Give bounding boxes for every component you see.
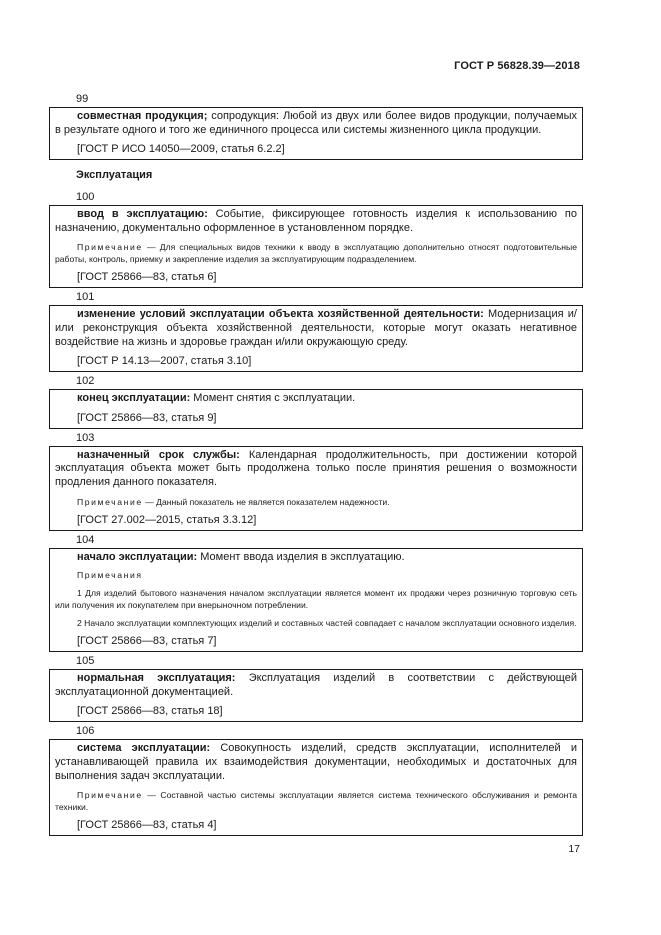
definition-text: сопродукция: Любой из двух или более видов продукции, получаемых в результате одного и того же единичного процесса или системы жизненного цикла продукции. — [55, 110, 577, 136]
entry-number: 103 — [76, 431, 95, 444]
definition-text: Эксплуатация изделий в соответствии с действующей эксплуатационной документацией. — [55, 672, 577, 698]
source-reference: [ГОСТ Р 14.13—2007, статья 3.10] — [77, 355, 252, 368]
term: назначенный срок службы: — [77, 448, 240, 461]
definition — [55, 110, 577, 137]
note-text: — Для специальных видов техники к вводу в эксплуатацию дополнительно относят подготовительные работы, контроль, приемку и закрепление изделия за эксплуатирующим подразделением. — [55, 242, 577, 265]
definition-text: Момент ввода изделия в эксплуатацию. — [197, 550, 405, 563]
definition — [55, 742, 577, 783]
term-entry — [49, 107, 583, 160]
note: 1 Для изделий бытового назначения началом эксплуатации является момент их продажи через розничную торговую сеть или получения их покупателем при внерыночном потреблении. — [55, 588, 577, 611]
definition — [55, 208, 577, 235]
source-reference: [ГОСТ 25866—83, статья 4] — [77, 819, 217, 832]
entry-number: 100 — [76, 191, 95, 204]
entry-number: 106 — [76, 725, 95, 738]
term: совместная продукция; — [77, 110, 208, 122]
note — [55, 789, 577, 813]
page-number: 17 — [568, 843, 580, 855]
entry-number: 102 — [76, 375, 95, 388]
term: изменение условий эксплуатации объекта хозяйственной деятельности: — [77, 308, 484, 321]
term: ввод в эксплуатацию: — [77, 208, 208, 221]
definition-text: Модернизация и/или реконструкция объекта хозяйственной деятельности, которые могут оказать негативное воздействие на жизнь и здоровье граждан и/или окружающую среду. — [55, 308, 577, 348]
note-label: Примечание — [77, 790, 143, 801]
term-entry — [49, 446, 583, 531]
definition-text: Совокупность изделий, средств эксплуатации, исполнителей и устанавливающей правила их взаимодействия документации, необходимых и достаточных для выполнения задач эксплуатации. — [55, 742, 577, 782]
term: начало эксплуатации: — [77, 550, 198, 563]
notes-title: Примечания — [77, 570, 143, 581]
source-reference: [ГОСТ 25866—83, статья 6] — [77, 271, 217, 284]
term-entry — [49, 305, 583, 372]
definition — [55, 551, 577, 565]
note-text: — Составной частью системы эксплуатации является система технического обслуживания и ремонта техники. — [55, 790, 577, 813]
source-reference: [ГОСТ Р ИСО 14050—2009, статья 6.2.2] — [77, 143, 285, 156]
document-header: ГОСТ Р 56828.39—2018 — [454, 60, 580, 72]
definition — [55, 449, 577, 490]
definition — [55, 392, 577, 406]
note — [55, 496, 577, 508]
note-text: — Данный показатель не является показателем надежности. — [142, 496, 390, 507]
term-entry — [49, 205, 583, 288]
section-title: Эксплуатация — [76, 169, 153, 182]
definition-text: Момент снятия с эксплуатации. — [190, 392, 356, 405]
source-reference: [ГОСТ 25866—83, статья 9] — [77, 411, 217, 424]
term-entry — [49, 739, 583, 836]
note-label: Примечание — [77, 242, 143, 253]
term: нормальная эксплуатация: — [77, 672, 236, 685]
entry-number: 99 — [76, 93, 89, 105]
source-reference: [ГОСТ 27.002—2015, статья 3.3.12] — [77, 513, 257, 526]
term: конец эксплуатации: — [77, 392, 191, 405]
source-reference: [ГОСТ 25866—83, статья 18] — [77, 705, 223, 718]
definition-text: Событие, фиксирующее готовность изделия к использованию по назначению, документально оформленное в установленном порядке. — [55, 208, 577, 234]
entry-number: 101 — [76, 291, 95, 304]
terms-list — [49, 91, 583, 837]
term-entry — [49, 389, 583, 429]
definition — [55, 672, 577, 699]
term-entry — [49, 548, 583, 653]
note: 2 Начало эксплуатации комплектующих изделий и составных частей совпадает с началом эксплуатации основного изделия. — [77, 618, 577, 629]
term-entry — [49, 669, 583, 722]
note-label: Примечание — [77, 496, 143, 507]
note — [55, 241, 577, 265]
definition — [55, 308, 577, 349]
entry-number: 105 — [76, 655, 95, 668]
term: система эксплуатации: — [77, 742, 211, 755]
source-reference: [ГОСТ 25866—83, статья 7] — [77, 635, 217, 648]
definition-text: Календарная продолжительность, при достижении которой эксплуатация объекта может быть продолжена только после принятия решения о возможности продления данного показателя. — [55, 448, 577, 488]
entry-number: 104 — [76, 533, 95, 546]
